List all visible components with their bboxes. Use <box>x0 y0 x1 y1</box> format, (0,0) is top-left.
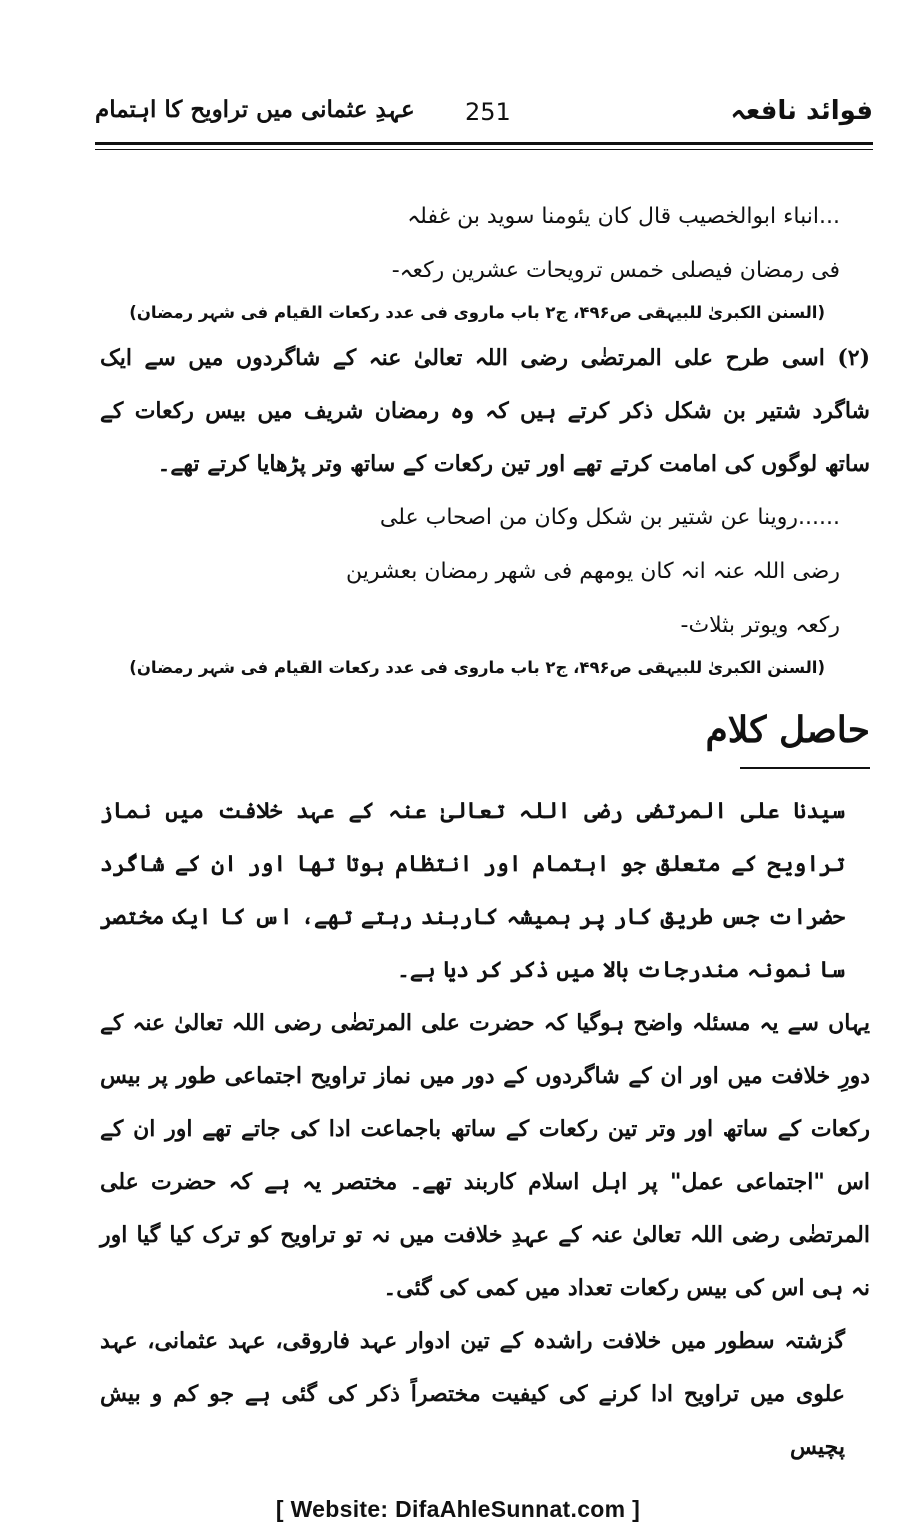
summary-paragraph-1: سیدنا علی المرتضٰی رضی اللہ تعالیٰ عنہ کے عہد خلافت میں نماز تراویح کے متعلق جو اہتمام اور انتظام ہوتا تھا اور ان کے شاگرد حضرات جس طریق کار پر ہمیشہ کاربند رہتے تھے، اس کا ایک مختصر سا نمونہ مندرجات بالا میں ذکر کر دیا ہے۔ <box>100 798 845 983</box>
arabic-line: فی رمضان فیصلی خمس ترویحات عشرین رکعہ- <box>391 258 840 283</box>
arabic-line: ...انباء ابوالخصیب قال کان یئومنا سوید بن غفلہ <box>407 204 840 229</box>
book-title: فوائد نافعہ <box>730 96 873 126</box>
header-rule-thin <box>95 149 873 150</box>
reference-1: (السنن الکبریٰ للبیہقی ص۴۹۶، ج۲ باب ماروی فی عدد رکعات القیام فی شہر رمضان) <box>129 303 825 322</box>
section-heading: حاصل کلام <box>705 709 870 751</box>
chapter-title: عہدِ عثمانی میں تراویح کا اہتمام <box>95 96 415 123</box>
arabic-quote-2 <box>100 491 870 653</box>
section-heading-wrap <box>100 705 870 785</box>
page-header <box>95 92 873 138</box>
summary-paragraph-2: یہاں سے یہ مسئلہ واضح ہوگیا کہ حضرت علی المرتضٰی رضی اللہ تعالیٰ عنہ کے دورِ خلافت میں اور ان کے شاگردوں کے دور میں نماز تراویح اجتماعی طور پر بیس رکعات کے ساتھ اور وتر تین رکعات کے ساتھ باجماعت ادا کی جاتے تھے اور ان کے اس "اجتماعی عمل" پر اہل اسلام کاربند تھے۔ مختصر یہ ہے کہ حضرت علی المرتضٰی رضی اللہ تعالیٰ عنہ کے عہدِ خلافت میں نہ تو تراویح کو ترک کیا گیا اور نہ ہی اس کی بیس رکعات تعداد میں کمی کی گئی۔ <box>100 1010 870 1301</box>
header-rule-thick <box>95 142 873 145</box>
website-watermark: [ Website: DifaAhleSunnat.com ] <box>275 1496 641 1522</box>
page-content <box>100 190 870 1474</box>
heading-underline <box>740 767 870 769</box>
arabic-line: رکعہ ویوتر بثلاث- <box>680 613 840 638</box>
reference-2: (السنن الکبریٰ للبیہقی ص۴۹۶، ج۲ باب ماروی فی عدد رکعات القیام فی شہر رمضان) <box>129 658 825 677</box>
arabic-line: ......روینا عن شتیر بن شکل وکان من اصحاب علی <box>379 505 840 530</box>
summary-paragraph-3: گزشتہ سطور میں خلافت راشدہ کے تین ادوار عہد فاروقی، عہد عثمانی، عہد علوی میں تراویح ادا کرنے کی کیفیت مختصراً ذکر کی گئی ہے جو کم و بیش پچیس <box>100 1328 845 1460</box>
arabic-line: رضی اللہ عنہ انہ کان یومھم فی شھر رمضان بعشرین <box>345 559 840 584</box>
page-number: 251 <box>465 98 511 126</box>
paragraph-2: (۲) اسی طرح علی المرتضٰی رضی اللہ تعالیٰ عنہ کے شاگردوں میں سے ایک شاگرد شتیر بن شکل ذکر کرتے ہیں کہ وہ رمضان شریف میں بیس رکعات کے ساتھ لوگوں کی امامت کرتے تھے اور تین رکعات کے ساتھ وتر پڑھایا کرتے تھے۔ <box>100 345 870 477</box>
arabic-quote-1 <box>100 190 870 298</box>
